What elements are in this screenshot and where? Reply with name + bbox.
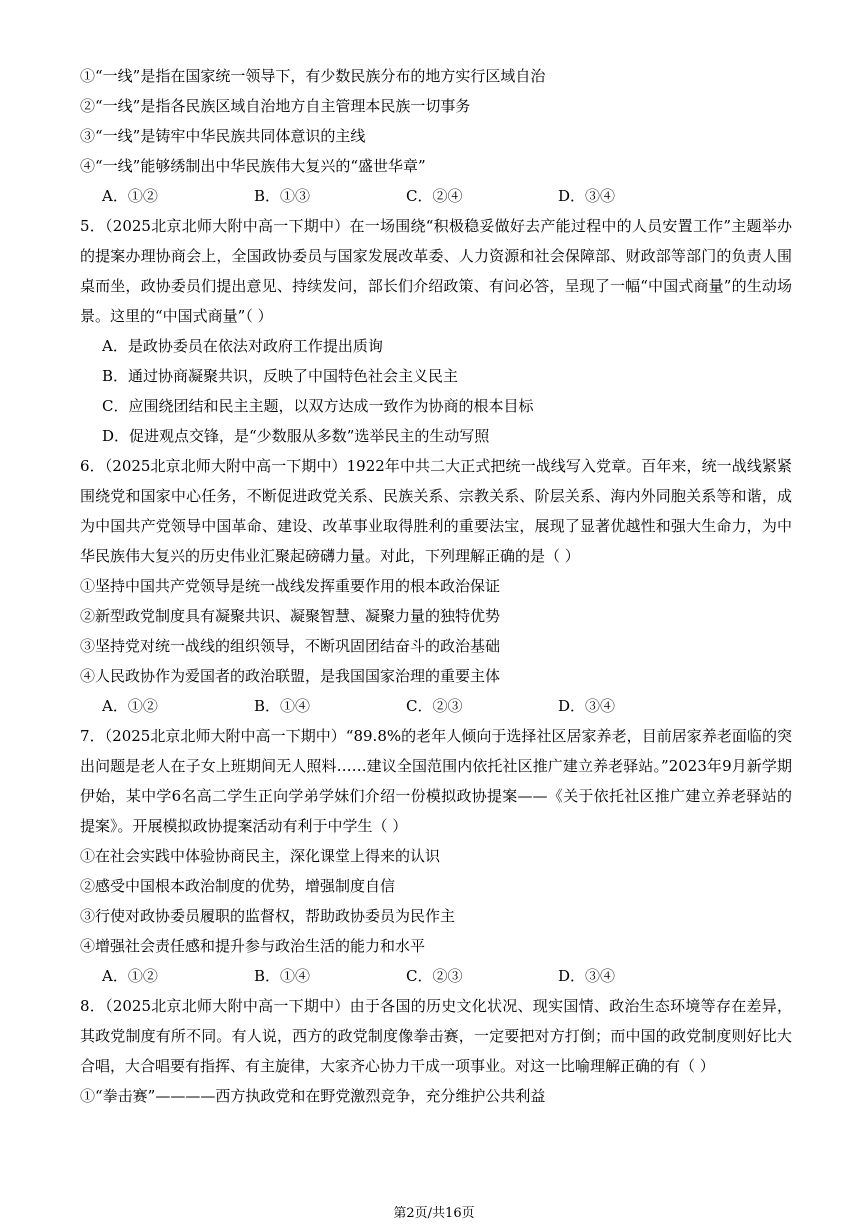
q4-option-d: D．③④ [558,187,616,205]
q6-option-d: D．③④ [558,697,616,715]
q5-option-b: B．通过协商凝聚共识，反映了中国特色社会主义民主 [102,367,459,385]
q5-option-d: D．促进观点交锋，是“少数服从多数”选举民主的生动写照 [102,427,490,445]
q6-option-b: B．①④ [254,697,311,715]
q7-options [80,961,792,991]
q4-options [80,181,792,211]
q8-statement-1: ①“拳击赛”————西方执政党和在野党激烈竞争，充分维护公共利益 [80,1087,546,1105]
q6-options [80,691,792,721]
q6-statement-4: ④人民政协作为爱国者的政治联盟，是我国国家治理的重要主体 [80,667,501,685]
q7-option-a: A．①② [102,967,158,985]
q7-statement-1: ①在社会实践中体验协商民主，深化课堂上得来的认识 [80,847,441,865]
q8-stem: 8．（2025北京北师大附中高一下期中）由于各国的历史文化状况、现实国情、政治生态环境等存在差异，其政党制度有所不同。有人说，西方的政党制度像拳击赛，一定要把对方打倒；而中国的政党制度则好比大合唱，大合唱要有指挥、有主旋律，大家齐心协力干成一项事业。对这一比喻理解正确的有（ ） [80,997,792,1075]
q4-option-b: B．①③ [254,187,311,205]
q7-statement-3: ③行使对政协委员履职的监督权，帮助政协委员为民作主 [80,907,456,925]
q6-option-a: A．①② [102,697,158,715]
q6-stem: 6．（2025北京北师大附中高一下期中）1922年中共二大正式把统一战线写入党章。百年来，统一战线紧紧围绕党和国家中心任务，不断促进政党关系、民族关系、宗教关系、阶层关系、海内外同胞关系等和谐，成为中国共产党领导中国革命、建设、改革事业取得胜利的重要法宝，展现了显著优越性和强大生命力，为中华民族伟大复兴的历史伟业汇聚起磅礴力量。对此，下列理解正确的是（ ） [80,457,792,565]
q4-option-c: C．②④ [406,187,463,205]
q6-statement-2: ②新型政党制度具有凝聚共识、凝聚智慧、凝聚力量的独特优势 [80,607,501,625]
q5-option-a: A．是政协委员在依法对政府工作提出质询 [102,337,383,355]
q7-option-c: C．②③ [406,967,463,985]
q4-option-a: A．①② [102,187,158,205]
q4-statement-4: ④“一线”能够绣制出中华民族伟大复兴的“盛世华章” [80,157,426,175]
q7-stem: 7．（2025北京北师大附中高一下期中）“89.8%的老年人倾向于选择社区居家养老，目前居家养老面临的突出问题是老人在子女上班期间无人照料……建议全国范围内依托社区推广建立养老驿站。”2023年9月新学期伊始，某中学6名高二学生正向学弟学妹们介绍一份模拟政协提案——《关于依托社区推广建立养老驿站的提案》。开展模拟政协提案活动有利于中学生（ ） [80,727,792,835]
q5-stem: 5．（2025北京北师大附中高一下期中）在一场围绕“积极稳妥做好去产能过程中的人员安置工作”主题举办的提案办理协商会上，全国政协委员与国家发展改革委、人力资源和社会保障部、财政部等部门的负责人围桌而坐，政协委员们提出意见、持续发问，部长们介绍政策、有问必答，呈现了一幅“中国式商量”的生动场景。这里的“中国式商量”（ ） [80,217,792,325]
q6-statement-3: ③坚持党对统一战线的组织领导，不断巩固团结奋斗的政治基础 [80,637,501,655]
q7-statement-4: ④增强社会责任感和提升参与政治生活的能力和水平 [80,937,426,955]
q7-option-b: B．①④ [254,967,311,985]
q6-option-c: C．②③ [406,697,463,715]
q7-option-d: D．③④ [558,967,616,985]
q5-option-c: C．应围绕团结和民主主题，以双方达成一致作为协商的根本目标 [102,397,534,415]
page-footer: 第2页/共16页 [393,1206,475,1221]
q4-statement-2: ②“一线”是指各民族区域自治地方自主管理本民族一切事务 [80,97,471,115]
q4-statement-1: ①“一线”是指在国家统一领导下，有少数民族分布的地方实行区域自治 [80,67,546,85]
q6-statement-1: ①坚持中国共产党领导是统一战线发挥重要作用的根本政治保证 [80,577,501,595]
q4-statement-3: ③“一线”是铸牢中华民族共同体意识的主线 [80,127,366,145]
q7-statement-2: ②感受中国根本政治制度的优势，增强制度自信 [80,877,396,895]
page-content [80,61,792,1111]
